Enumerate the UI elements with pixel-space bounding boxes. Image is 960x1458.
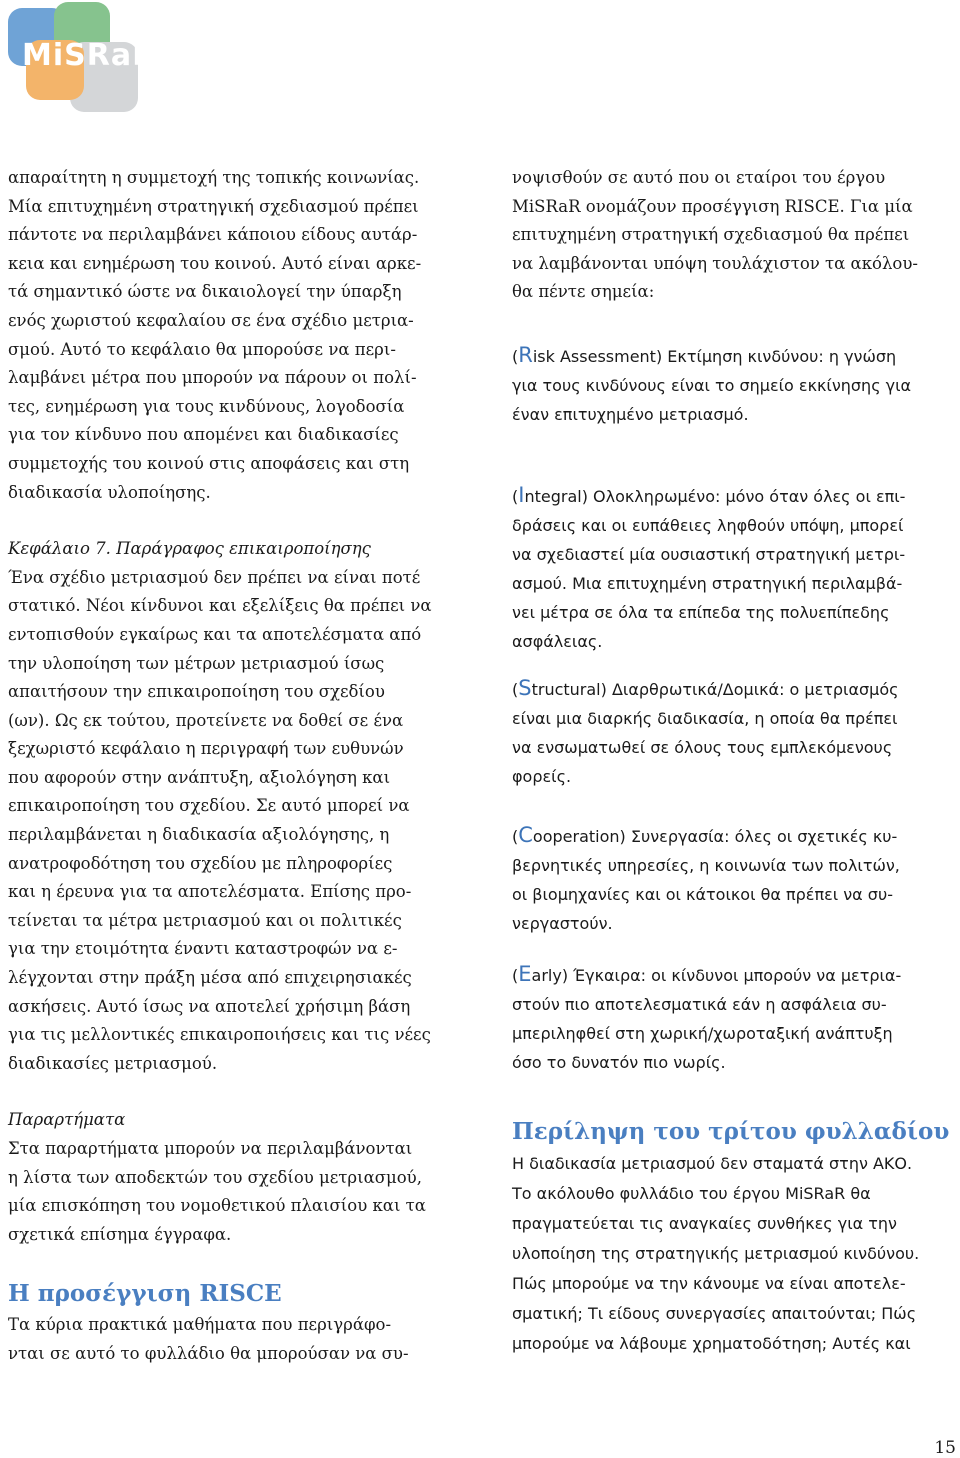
text-line: μία επισκόπηση του νομοθετικού πλαισίου και τα (8, 1196, 426, 1216)
text-line: ασκήσεις. Αυτό ίσως να αποτελεί χρήσιμη βάση (8, 996, 411, 1016)
text-line: Το ακόλουθο φυλλάδιο του έργου MiSRaR θα (512, 1183, 871, 1203)
text-line: κεια και ενημέρωση του κοινού. Αυτό είναι αρκε- (8, 253, 422, 273)
text-line: λαμβάνει μέτρα που μπορούν να πάρουν οι πολί- (8, 368, 417, 388)
text-line: συμμετοχής του κοινού στις αποφάσεις και στη (8, 453, 410, 473)
risce-letter-c: C (518, 822, 533, 847)
risce-item-integral: (Integral) Ολοκληρωμένο: μόνο όταν όλες οι επι- δράσεις και οι ευπάθειες ληφθούν υπόψη, μπορεί να σχεδιαστεί μία ουσιαστική στρατηγική μετρι- ασμού. Μια επιτυχημένη στρατηγική περιλαμβά- νει μέτρα σε όλα τα επίπεδα της πολυεπίπεδης ασφάλειας. (512, 481, 957, 656)
chapter-7-heading: Κεφάλαιο 7. Παράγραφος επικαιροποίησης (8, 539, 371, 559)
risce-letter-s: S (518, 675, 532, 700)
text-line: να ενσωματωθεί σε όλους τους εμπλεκόμενους (512, 737, 893, 757)
text-line: που αφορούν στην ανάπτυξη, αξιολόγηση και (8, 767, 391, 787)
text-line: ξεχωριστό κεφάλαιο η περιγραφή των ευθυνών (8, 739, 404, 759)
text-line: να λαμβάνονται υπόψη τουλάχιστον τα ακόλου- (512, 253, 918, 273)
text-line: στούν πιο αποτελεσματικά εάν η ασφάλεια συ- (512, 994, 887, 1014)
page-number: 15 (934, 1438, 956, 1458)
text-line: διαδικασία υλοποίησης. (8, 482, 211, 502)
text-line: απαραίτητη η συμμετοχή της τοπικής κοινωνίας. (8, 168, 420, 187)
text-line: εντοπισθούν εγκαίρως και τα αποτελέσματα από (8, 624, 422, 644)
text-line: Στα παραρτήματα μπορούν να περιλαμβάνονται (8, 1139, 413, 1158)
text-line: σχετικά επίσημα έγγραφα. (8, 1224, 232, 1244)
risce-letter-e: E (518, 961, 532, 986)
text-line: πραγματεύεται τις αναγκαίες συνθήκες για την (512, 1213, 897, 1233)
text-line: την υλοποίηση των μέτρων μετριασμού ίσως (8, 653, 385, 673)
annex-heading: Παραρτήματα (8, 1110, 126, 1130)
text-line: για την ετοιμότητα έναντι καταστροφών να ε- (8, 939, 398, 959)
text-line: λέγχονται στην πράξη μέσα από επιχειρησιακές (8, 968, 412, 988)
text-line: μπορούμε να λάβουμε χρηματοδότηση; Αυτές και (512, 1333, 911, 1353)
text-line: Μία επιτυχημένη στρατηγική σχεδιασμού πρέπει (8, 196, 419, 216)
text-line: τά σημαντικό ώστε να δικαιολογεί την ύπαρξη (8, 282, 402, 302)
text-line: φορείς. (512, 766, 572, 786)
left-paragraph-2 (8, 564, 458, 1079)
risce-letter-r: R (518, 342, 533, 367)
text-line: βερνητικές υπηρεσίες, η κοινωνία των πολιτών, (512, 855, 900, 875)
text-line: MiSRaR ονομάζουν προσέγγιση RISCE. Για μία (512, 196, 913, 216)
text-line: σμού. Αυτό το κεφάλαιο θα μπορούσε να περι- (8, 339, 396, 359)
text-line: απαιτήσουν την επικαιροποίηση του σχεδίου (8, 682, 385, 702)
text-line: ανατροφοδότηση του σχεδίου με πληροφορίες (8, 853, 393, 873)
text-line: Τα κύρια πρακτικά μαθήματα που περιγράφο- (8, 1315, 392, 1335)
text-line: να σχεδιαστεί μία ουσιαστική στρατηγική μετρι- (512, 544, 906, 564)
text-line: τες, ενημέρωση για τους κινδύνους, λογοδοσία (8, 396, 405, 416)
misrar-logo (6, 2, 157, 112)
text-line: Πώς μπορούμε να την κάνουμε να είναι αποτελε- (512, 1273, 906, 1293)
text-line: νοψισθούν σε αυτό που οι εταίροι του έργου (512, 168, 886, 187)
text-line: οι βιομηχανίες και οι κάτοικοι θα πρέπει να συ- (512, 884, 893, 904)
text-line: νεργαστούν. (512, 913, 613, 933)
text-line: Η διαδικασία μετριασμού δεν σταματά στην ΑΚΟ. (512, 1153, 913, 1173)
text-line: για τον κίνδυνο που απομένει και διαδικασίες (8, 425, 399, 445)
text-line: ασφάλειας. (512, 631, 603, 651)
text-line: έναν επιτυχημένο μετριασμό. (512, 404, 749, 424)
text-line: διαδικασίες μετριασμού. (8, 1053, 218, 1073)
text-line: τείνεται τα μέτρα μετριασμού και οι πολιτικές (8, 910, 402, 930)
summary-heading: Περίληψη του τρίτου φυλλαδίου (512, 1117, 950, 1145)
text-line: Ένα σχέδιο μετριασμού δεν πρέπει να είναι ποτέ (8, 567, 421, 587)
text-line: και η έρευνα για τα αποτελέσματα. Επίσης προ- (8, 882, 412, 902)
left-paragraph-4 (8, 1311, 458, 1368)
text-line: η λίστα των αποδεκτών του σχεδίου μετριασμού, (8, 1167, 422, 1187)
text-line: υλοποίηση της στρατηγικής μετριασμού κινδύνου. (512, 1243, 920, 1263)
left-column (8, 164, 458, 1369)
text-line: ενός χωριστού κεφαλαίου σε ένα σχέδιο μετρια- (8, 310, 414, 330)
text-line: για τους κινδύνους είναι το σημείο εκκίνησης για (512, 375, 912, 395)
text-line: επιτυχημένη στρατηγική σχεδιασμού θα πρέπει (512, 225, 910, 245)
text-line: νει μέτρα σε όλα τα επίπεδα της πολυεπίπεδης (512, 602, 890, 622)
text-line: μπεριληφθεί στη χωρική/χωροταξική ανάπτυξη (512, 1023, 893, 1043)
left-paragraph-3 (8, 1135, 458, 1249)
text-line: πάντοτε να περιλαμβάνει κάποιου είδους αυτάρ- (8, 225, 418, 245)
text-line: περιλαμβάνεται η διαδικασία αξιολόγησης, η (8, 825, 390, 845)
risce-letter-i: I (518, 482, 525, 507)
risce-item-structural: (Structural) Διαρθρωτικά/Δομικά: ο μετριασμός είναι μια διαρκής διαδικασία, η οποία θα πρέπει να ενσωματωθεί σε όλους τους εμπλεκόμενους φορείς. (512, 674, 957, 791)
summary-paragraph (512, 1149, 957, 1359)
risce-heading: Η προσέγγιση RISCE (8, 1280, 282, 1308)
text-line: (ων). Ως εκ τούτου, προτείνετε να δοθεί σε ένα (8, 710, 404, 730)
text-line: επικαιροποίηση του σχεδίου. Σε αυτό μπορεί να (8, 796, 410, 816)
text-line: θα πέντε σημεία: (512, 282, 655, 302)
risce-item-risk: (Risk Assessment) Εκτίμηση κινδύνου: η γνώση για τους κινδύνους είναι το σημείο εκκίνησης για έναν επιτυχημένο μετριασμό. (512, 341, 957, 429)
text-line: ασμού. Μια επιτυχημένη στρατηγική περιλαμβά- (512, 573, 903, 593)
right-paragraph-1 (512, 164, 957, 307)
text-line: είναι μια διαρκής διαδικασία, η οποία θα πρέπει (512, 708, 898, 728)
risce-item-cooperation: (Cooperation) Συνεργασία: όλες οι σχετικές κυ- βερνητικές υπηρεσίες, η κοινωνία των πολιτών, οι βιομηχανίες και οι κάτοικοι θα πρέπει να συ- νεργαστούν. (512, 821, 957, 938)
text-line: δράσεις και οι ευπάθειες ληφθούν υπόψη, μπορεί (512, 515, 904, 535)
text-line: για τις μελλοντικές επικαιροποιήσεις και τις νέες (8, 1025, 431, 1045)
text-line: στατικό. Νέοι κίνδυνοι και εξελίξεις θα πρέπει να (8, 596, 432, 616)
logo-text: MiSRaR (22, 38, 157, 73)
text-line: νται σε αυτό το φυλλάδιο θα μπορούσαν να συ- (8, 1343, 409, 1363)
left-paragraph-1 (8, 164, 458, 507)
risce-item-early: (Early) Έγκαιρα: οι κίνδυνοι μπορούν να μετρια- στούν πιο αποτελεσματικά εάν η ασφάλεια συ- μπεριληφθεί στη χωρική/χωροταξική ανάπτυξη όσο το δυνατόν πιο νωρίς. (512, 960, 957, 1077)
text-line: σματική; Τι είδους συνεργασίες απαιτούνται; Πώς (512, 1303, 917, 1323)
right-column (512, 164, 957, 1359)
text-line: όσο το δυνατόν πιο νωρίς. (512, 1052, 726, 1072)
